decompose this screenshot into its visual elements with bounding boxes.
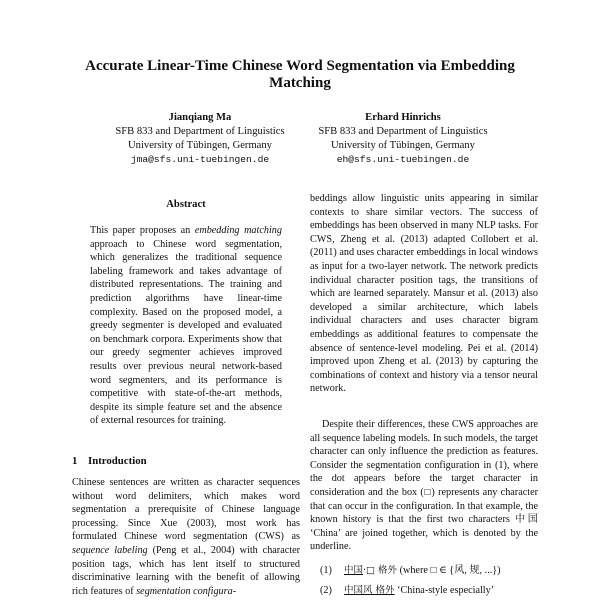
example-label: (1) bbox=[320, 565, 332, 576]
example-history: 中国 bbox=[344, 565, 364, 576]
author-email: jma@sfs.uni-tuebingen.de bbox=[130, 154, 270, 165]
example-history: 中国风 bbox=[344, 585, 373, 596]
section-title: Introduction bbox=[88, 455, 147, 467]
intro-emphasis: sequence labeling bbox=[72, 544, 148, 556]
author-affiliation: SFB 833 and Department of Linguistics bbox=[115, 126, 285, 137]
intro-emphasis: segmentation configura- bbox=[136, 585, 237, 597]
example-1 bbox=[320, 564, 540, 577]
example-2 bbox=[320, 584, 540, 597]
abstract-text: This paper proposes an bbox=[90, 225, 195, 236]
author-affiliation: SFB 833 and Department of Linguistics bbox=[318, 126, 488, 137]
right-column-paragraph-2: Despite their differences, these CWS approaches are all sequence labeling models. In such models, the target character can only influence the prediction as features. Consider the segmentation configuration in (1), where the dot appears before the target character in consideration and the box (□) represents any character that can occur in the configuration. In that example, the known history is that the first two characters 中国 ‘China’ are joined together, which is denoted by the underline. bbox=[310, 419, 538, 553]
example-rest: ·□ 格外 bbox=[363, 565, 398, 576]
author-university: University of Tübingen, Germany bbox=[128, 140, 272, 151]
abstract-body bbox=[90, 224, 282, 428]
intro-text: (Peng et al., 2004) with character position tags, which has lent itself to structured discriminative learning with the benefit of allowing rich features of bbox=[72, 544, 300, 597]
author-name: Erhard Hinrichs bbox=[365, 112, 441, 123]
abstract-emphasis: embedding matching bbox=[194, 225, 282, 236]
example-gloss: (where □ ∈ {风, 规, ...}) bbox=[397, 565, 501, 576]
right-column-paragraph-1: beddings allow linguistic units appearing in similar contexts to share similar vectors. The success of embeddings has been observed in many NLP tasks. For CWS, Zheng et al. (2013) adapted Collobert et al. (2011) and uses character embeddings in local windows as input for a two-layer network. The network predicts individual character position tags, the transitions of which are learned separately. Mansur et al. (2013) also developed a similar architecture, which labels individual characters and uses character bigram embeddings as additional features to compensate the absence of sentence-level modeling. Pei et al. (2014) improved upon Zheng et al. (2013) by capturing the combinations of context and history via a tensor neural network. bbox=[310, 193, 538, 395]
introduction-body bbox=[72, 476, 300, 598]
paper-title: Accurate Linear-Time Chinese Word Segmentation via Embedding Matching bbox=[85, 58, 515, 91]
example-rest: 格外 bbox=[372, 585, 395, 596]
example-gloss: ‘China-style especially’ bbox=[394, 585, 495, 596]
section-heading bbox=[72, 455, 147, 467]
abstract-heading: Abstract bbox=[166, 199, 206, 210]
intro-text: Chinese sentences are written as character sequences without word delimiters, which makes word segmentation a prerequisite of Chinese language processing. Since Xue (2003), most work has formulated Chinese word segmentation (CWS) as bbox=[72, 477, 300, 543]
author-email: eh@sfs.uni-tuebingen.de bbox=[336, 154, 470, 165]
example-label: (2) bbox=[320, 585, 332, 596]
section-number: 1 bbox=[72, 455, 78, 467]
abstract-text: approach to Chinese word segmentation, which generalizes the traditional sequence labeling framework and takes advantage of distributed representations. The training and prediction algorithms have linear-time complexity. Based on the proposed model, a greedy segmenter is developed and evaluated on benchmark corpora. Experiments show that our greedy segmenter achieves improved results over previous neural network-based word segmenters, and its performance is competitive with state-of-the-art methods, despite its simple feature set and the absence of external resources for training. bbox=[90, 238, 282, 427]
author-name: Jianqiang Ma bbox=[168, 112, 232, 123]
author-block-1 bbox=[100, 111, 300, 167]
author-university: University of Tübingen, Germany bbox=[331, 140, 475, 151]
author-block-2 bbox=[303, 111, 503, 167]
